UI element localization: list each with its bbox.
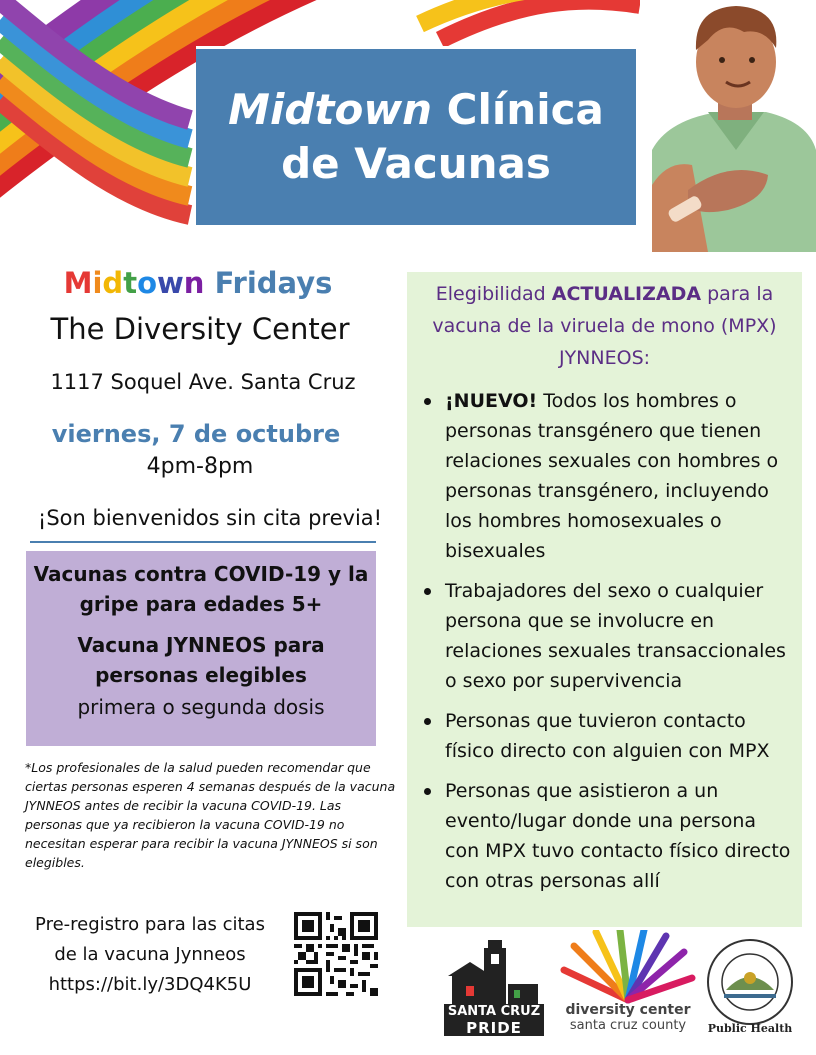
eligibility-heading: Elegibilidad ACTUALIZADA para la vacuna de la viruela de mono (MPX) JYNNEOS:	[432, 283, 777, 369]
vaccinated-person-illustration	[648, 0, 816, 252]
eligibility-panel	[407, 272, 802, 927]
series-letter: n	[183, 266, 205, 300]
footnote: *Los profesionales de la salud pueden recomendar que ciertas personas esperen 4 semanas después de la vacuna JYNNEOS antes de recibir la vacuna COVID-19. Las personas que ya recibieron la vacuna COVID-19 no necesitan esperar para recibir la vacuna JYNNEOS si son elegibles.	[25, 760, 396, 870]
vaccine-offer-box	[26, 551, 376, 746]
eligibility-list	[421, 386, 795, 906]
title-banner	[196, 46, 636, 225]
preregistration-info: Pre-registro para las citas de la vacuna Jynneos https://bit.ly/3DQ4K5U	[12, 910, 288, 1000]
series-letter: o	[137, 266, 157, 300]
series-letter: w	[157, 266, 184, 300]
walk-in-note: ¡Son bienvenidos sin cita previa!	[37, 506, 383, 530]
event-series: Midtown Fridays	[63, 266, 333, 300]
eligibility-item: Trabajadores del sexo o cualquier persona que se involucre en relaciones sexuales transaccionales o sexo por supervivencia	[421, 576, 795, 696]
eligibility-item: Personas que tuvieron contacto físico directo con alguien con MPX	[421, 706, 795, 766]
santa-cruz-pride-wordmark: SANTA CRUZ PRIDE	[444, 1004, 544, 1036]
diversity-center-logo	[560, 930, 696, 1006]
eligibility-item: Personas que asistieron a un evento/lugar donde una persona con MPX tuvo contacto físico directo con otras personas allí	[421, 776, 795, 896]
event-series-rainbow-word	[64, 266, 205, 300]
series-letter: M	[63, 266, 93, 300]
event-hours: 4pm-8pm	[146, 454, 254, 479]
divider	[30, 541, 376, 543]
qr-code[interactable]	[294, 912, 378, 996]
diversity-center-wordmark: diversity center santa cruz county	[565, 1002, 691, 1033]
venue-name: The Diversity Center	[50, 312, 350, 346]
series-letter: t	[123, 266, 138, 300]
page-title: Midtown Clínica	[228, 85, 604, 134]
venue-address: 1117 Soquel Ave. Santa Cruz	[50, 370, 356, 394]
page-title-line2: de Vacunas	[281, 139, 551, 188]
series-letter: d	[102, 266, 124, 300]
event-date: viernes, 7 de octubre	[51, 420, 341, 448]
county-seal-logo	[706, 938, 794, 1026]
dose-note: primera o segunda dosis	[77, 695, 325, 719]
jynneos-offer: Vacuna JYNNEOS para personas elegibles	[77, 633, 325, 687]
preregistration-link[interactable]: https://bit.ly/3DQ4K5U	[48, 974, 252, 995]
public-health-label: Public Health	[707, 1022, 793, 1035]
eligibility-item: ¡NUEVO! Todos los hombres o personas transgénero que tienen relaciones sexuales con hombres o personas transgénero, incluyendo los hombres homosexuales o bisexuales	[421, 386, 795, 566]
covid-flu-offer: Vacunas contra COVID-19 y la gripe para edades 5+	[33, 562, 369, 616]
series-letter: i	[92, 266, 103, 300]
